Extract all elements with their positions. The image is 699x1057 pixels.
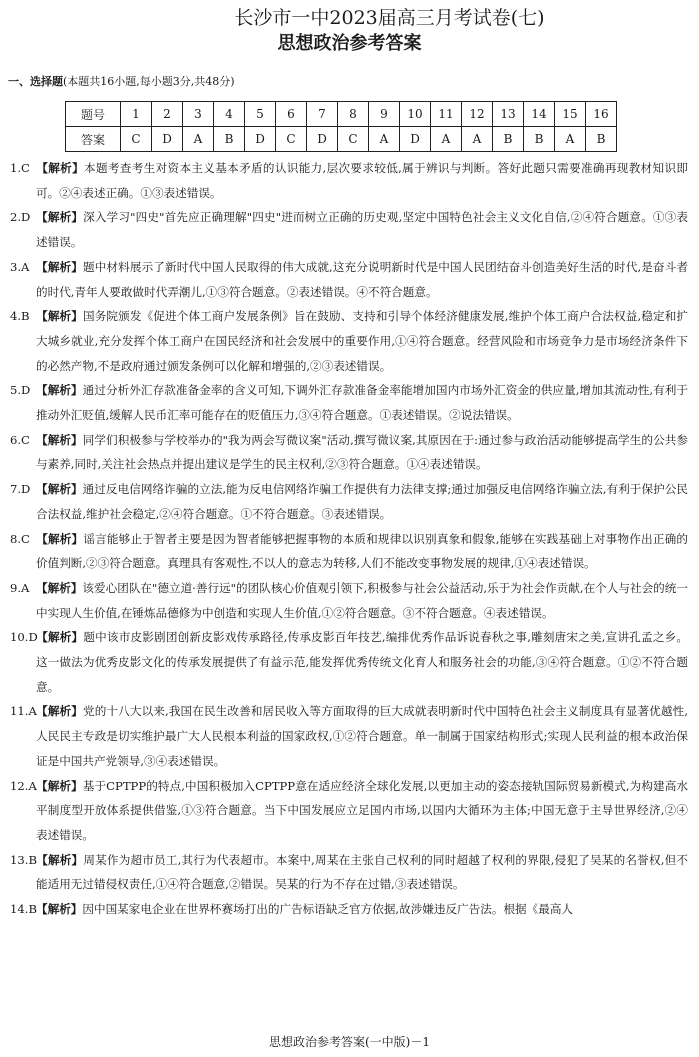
answer-cell: C (121, 127, 152, 152)
item-text: 因中国某家电企业在世界杯赛场打出的广告标语缺乏官方依据,故涉嫌违反广告法。根据《最高人 (82, 902, 574, 917)
explanation-item (10, 477, 688, 526)
answer-cell: B (524, 127, 555, 152)
question-number: 6 (276, 102, 307, 127)
item-text: 党的十八大以来,我国在民生改善和居民收入等方面取得的巨大成就表明新时代中国特色社会主义制度具有显著优越性,人民民主专政是切实维护最广大人民根本利益的国家政权,①②符合题意。单一制属于国家结构形式;实现人民利益的根本政治保证是中国共产党领导,③④表述错误。 (36, 704, 688, 768)
answer-cell: D (245, 127, 276, 152)
explanation-item (10, 699, 688, 773)
question-number-row (66, 102, 617, 127)
item-answer: 3.A (10, 259, 30, 274)
question-number: 15 (555, 102, 586, 127)
item-text: 题中该市皮影剧团创新皮影戏传承路径,传承皮影百年技艺,编排优秀作品诉说春秋之事,雕刻唐宋之美,宣讲孔孟之乡。这一做法为优秀皮影文化的传承发展提供了有益示范,能发挥优秀传统文化育人和服务社会的功能,③④符合题意。①②不符合题意。 (36, 630, 688, 694)
answer-cell: B (586, 127, 617, 152)
section-note: (本题共16小题,每小题3分,共48分) (63, 75, 235, 88)
question-number: 12 (462, 102, 493, 127)
explanation-item (10, 527, 688, 576)
section-heading (8, 74, 235, 90)
question-number: 10 (400, 102, 431, 127)
question-number: 2 (152, 102, 183, 127)
item-text: 题中材料展示了新时代中国人民取得的伟大成就,这充分说明新时代是中国人民团结奋斗创造美好生活的时代,是奋斗者的时代,青年人要敢做时代弄潮儿,①③符合题意。②表述错误。④不符合题意。 (36, 259, 688, 299)
item-answer: 9.A (10, 580, 30, 595)
analysis-tag: 【解析】 (36, 531, 84, 546)
explanation-item (10, 576, 688, 625)
item-answer: 7.D (10, 482, 31, 497)
item-text: 周某作为超市员工,其行为代表超市。本案中,周某在主张自己权利的同时超越了权利的界限,侵犯了吴某的名誉权,但不能适用无过错侵权责任,①④符合题意,②错误。吴某的行为不存在过错,③表述错误。 (36, 852, 688, 892)
analysis-tag: 【解析】 (36, 432, 83, 447)
answer-cell: D (307, 127, 338, 152)
item-answer: 5.D (10, 383, 31, 398)
analysis-tag: 【解析】 (36, 704, 83, 719)
page-subtitle: 思想政治参考答案 (277, 33, 422, 54)
row-label-number: 题号 (66, 102, 121, 127)
item-text: 通过反电信网络诈骗的立法,能为反电信网络诈骗工作提供有力法律支撑;通过加强反电信网络诈骗立法,有利于保护公民合法权益,维护社会稳定,②④符合题意。①不符合题意。③表述错误。 (36, 482, 688, 521)
answer-cell: A (369, 127, 400, 152)
analysis-tag: 【解析】 (36, 210, 84, 225)
analysis-tag: 【解析】 (36, 161, 85, 175)
item-answer: 1.C (10, 161, 30, 175)
answer-cell: D (152, 127, 183, 152)
explanation-item (10, 255, 688, 304)
analysis-tag: 【解析】 (36, 580, 83, 595)
analysis-tag: 【解析】 (36, 383, 83, 398)
answer-cell: A (431, 127, 462, 152)
answer-cell: B (214, 127, 245, 152)
answer-table (65, 101, 617, 152)
analysis-tag: 【解析】 (36, 259, 83, 274)
question-number: 4 (214, 102, 245, 127)
item-answer: 8.C (10, 531, 30, 546)
row-label-answer: 答案 (66, 127, 121, 152)
item-text: 国务院颁发《促进个体工商户发展条例》旨在鼓励、支持和引导个体经济健康发展,维护个体工商户合法权益,稳定和扩大城乡就业,充分发挥个体工商户在国民经济和社会发展中的重要作用,①④符合题意。经营风险和市场竞争力是市场经济条件下的必然产物,不是政府通过颁发条例可以化解和增强的,②③表述错误。 (36, 309, 688, 373)
item-text: 该爱心团队在"德立道·善行远"的团队核心价值观引领下,积极参与社会公益活动,乐于为社会作贡献,在个人与社会的统一中实现人生价值,在锤炼品德修为中创造和实现人生价值,①②符合题意。③不符合题意。④表述错误。 (36, 580, 688, 620)
explanation-item (10, 848, 688, 897)
item-answer: 13.B (10, 852, 37, 867)
answer-cell: D (400, 127, 431, 152)
explanation-item (10, 304, 688, 378)
answer-cell: A (183, 127, 214, 152)
question-number: 3 (183, 102, 214, 127)
question-number: 7 (307, 102, 338, 127)
question-number: 9 (369, 102, 400, 127)
analysis-tag: 【解析】 (36, 852, 84, 867)
question-number: 11 (431, 102, 462, 127)
question-number: 5 (245, 102, 276, 127)
item-text: 同学们积极参与学校举办的"我为两会写微议案"活动,撰写微议案,其原因在于:通过参与政治活动能够提高学生的公共参与素养,同时,关注社会热点并提出建议是学生的民主权利,②③符合题意。①④表述错误。 (36, 432, 688, 472)
analysis-tag: 【解析】 (36, 630, 84, 645)
answer-cell: B (493, 127, 524, 152)
page-title: 长沙市一中2023届高三月考试卷(七) (234, 7, 545, 29)
explanation-item (10, 774, 688, 848)
explanation-item (10, 897, 688, 922)
question-number: 16 (586, 102, 617, 127)
item-answer: 11.A (10, 704, 37, 719)
analysis-tag: 【解析】 (36, 778, 83, 793)
answer-cell: C (338, 127, 369, 152)
analysis-tag: 【解析】 (36, 482, 83, 497)
explanation-list (10, 156, 688, 922)
item-text: 本题考查考生对资本主义基本矛盾的认识能力,层次要求较低,属于辨识与判断。答好此题只需要准确再现教材知识即可。②④表述正确。①③表述错误。 (36, 161, 688, 200)
answer-cell: A (555, 127, 586, 152)
answer-cell: A (462, 127, 493, 152)
item-text: 谣言能够止于智者主要是因为智者能够把握事物的本质和规律以识别真象和假象,能够在实践基础上对事物作出正确的价值判断,②③符合题意。真理具有客观性,不以人的意志为转移,人们不能改变事物发展的规律,①④表述错误。 (36, 531, 688, 571)
explanation-item (10, 428, 688, 477)
question-number: 14 (524, 102, 555, 127)
item-text: 通过分析外汇存款准备金率的含义可知,下调外汇存款准备金率能增加国内市场外汇资金的供应量,增加其流动性,有利于推动外汇贬值,缓解人民币汇率可能存在的贬值压力,③④符合题意。①表述错误。②说法错误。 (36, 383, 688, 423)
analysis-tag: 【解析】 (36, 902, 83, 917)
explanation-item (10, 378, 688, 427)
analysis-tag: 【解析】 (36, 309, 83, 324)
question-number: 8 (338, 102, 369, 127)
item-answer: 2.D (10, 210, 31, 225)
answer-row (66, 127, 617, 152)
explanation-item (10, 205, 688, 254)
item-text: 深入学习"四史"首先应正确理解"四史"进而树立正确的历史观,坚定中国特色社会主义文化自信,②④符合题意。①③表述错误。 (36, 210, 688, 250)
item-answer: 4.B (10, 309, 30, 324)
question-number: 13 (493, 102, 524, 127)
answer-cell: C (276, 127, 307, 152)
item-answer: 14.B (10, 902, 37, 917)
page-footer: 思想政治参考答案(一中版)－1 (269, 1035, 430, 1049)
explanation-item (10, 625, 688, 699)
section-title: 一、选择题 (8, 75, 63, 88)
item-text: 基于CPTPP的特点,中国积极加入CPTPP意在适应经济全球化发展,以更加主动的姿态接轨国际贸易新模式,为构建高水平制度型开放体系提供借鉴,①③符合题意。当下中国发展应立足国内市场,以国内大循环为主体;中国无意于主导世界经济,②④表述错误。 (36, 778, 688, 842)
explanation-item (10, 156, 688, 205)
item-answer: 10.D (10, 630, 38, 645)
item-answer: 12.A (10, 778, 37, 793)
item-answer: 6.C (10, 432, 30, 447)
question-number: 1 (121, 102, 152, 127)
